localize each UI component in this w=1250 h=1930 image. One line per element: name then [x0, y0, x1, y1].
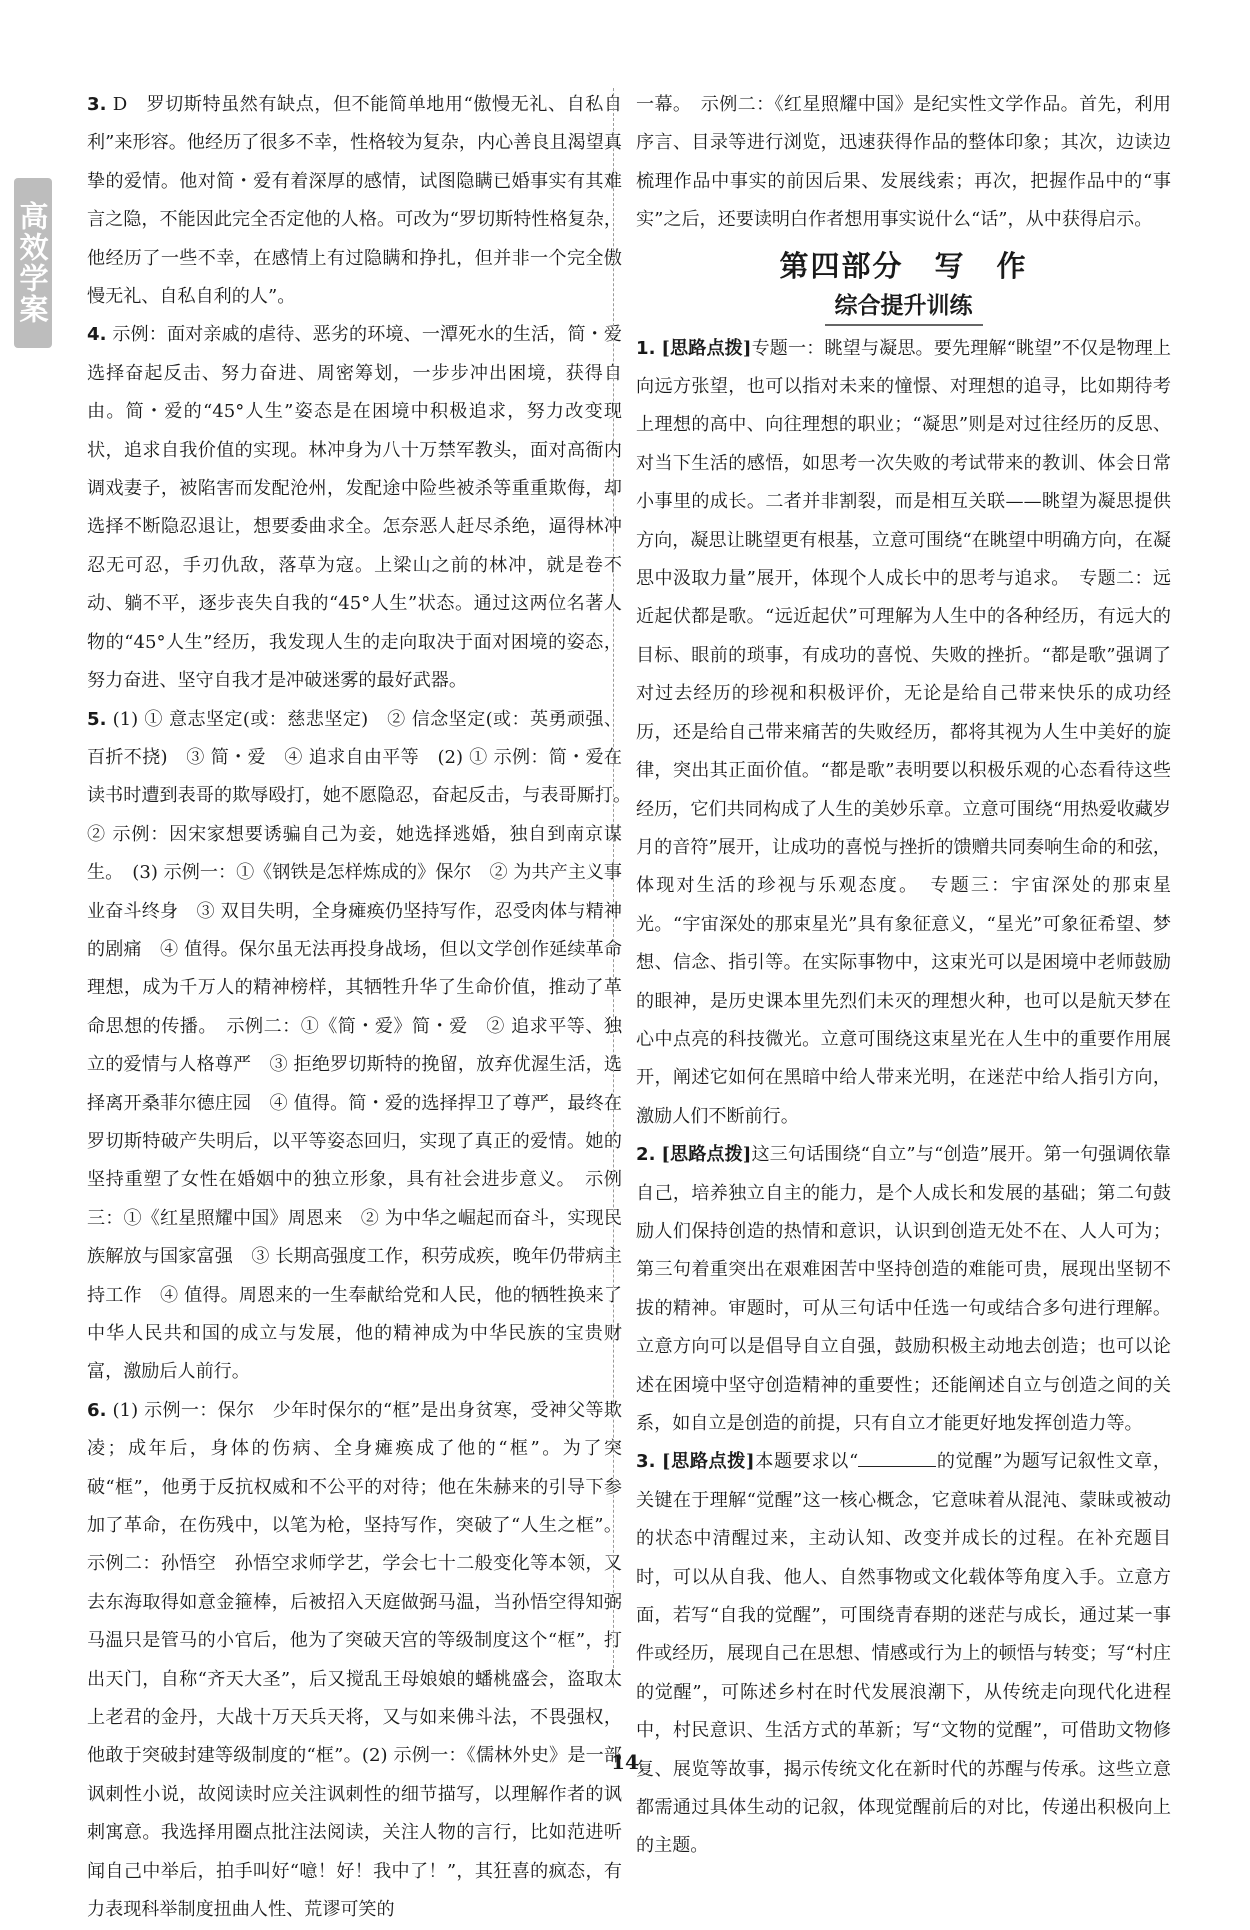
fill-blank	[858, 1448, 936, 1467]
answer-4	[87, 316, 622, 700]
answer-3	[87, 86, 622, 316]
answer-number: 3.	[636, 1451, 656, 1473]
answer-text: 示例：面对亲戚的虐待、恶劣的环境、一潭死水的生活，简・爱选择奋起反击、努力奋进、周密筹划，一步步冲出困境，获得自由。简・爱的“45°人生”姿态是在困境中积极追求，努力改变现状，追求自我价值的实现。林冲身为八十万禁军教头，面对高衙内调戏妻子，被陷害而发配沧州，发配途中险些被杀等重重欺侮，却选择不断隐忍退让，想要委曲求全。怎奈恶人赶尽杀绝，逼得林冲忍无可忍，手刃仇敌，落草为寇。上梁山之前的林冲，就是卷不动、躺不平，逐步丧失自我的“45°人生”状态。通过这两位名著人物的“45°人生”经历，我发现人生的走向取决于面对困境的姿态，努力奋进、坚守自我才是冲破迷雾的最好武器。	[87, 324, 622, 692]
answer-number: 5.	[87, 708, 107, 730]
section-title	[636, 288, 1171, 326]
answer-number: 4.	[87, 324, 107, 346]
hint-tag: [思路点拨]	[661, 1451, 755, 1473]
right-column	[636, 86, 1171, 1866]
part-title: 第四部分 写 作	[779, 248, 1028, 283]
answer-text-a: 本题要求以“	[754, 1451, 859, 1473]
column-divider	[613, 88, 614, 1688]
page-number: 14	[611, 1750, 639, 1774]
hint-tag: [思路点拨]	[661, 1144, 752, 1166]
writing-answer-3	[636, 1443, 1171, 1865]
answer-text-b: 的觉醒”为题写记叙性文章，关键在于理解“觉醒”这一核心概念，它意味着从混沌、蒙昧或被动的状态中清醒过来，主动认知、改变并成长的过程。在补充题目时，可以从自我、他人、自然事物或文化载体等角度入手。立意方面，若写“自我的觉醒”，可围绕青春期的迷茫与成长，通过某一事件或经历，展现自己在思想、情感或行为上的顿悟与转变；写“村庄的觉醒”，可陈述乡村在时代发展浪潮下，从传统走向现代化进程中，村民意识、生活方式的革新；写“文物的觉醒”，可借助文物修复、展览等故事，揭示传统文化在新时代的苏醒与传承。这些立意都需通过具体生动的记叙，体现觉醒前后的对比，传递出积极向上的主题。	[636, 1451, 1171, 1857]
answer-6	[87, 1392, 622, 1930]
answer-number: 6.	[87, 1399, 107, 1421]
writing-answer-2	[636, 1136, 1171, 1443]
answer-text: (1) ① 意志坚定(或：慈悲坚定) ② 信念坚定(或：英勇顽强、百折不挠) ③ 简・爱 ④ 追求自由平等 (2) ① 示例：简・爱在读书时遭到表哥的欺辱殴打，她不愿隐忍，奋起反击，与表哥厮打。 ② 示例：因宋家想要诱骗自己为妾，她选择逃婚，独自到南京谋生。 (3) 示例一：①《钢铁是怎样炼成的》保尔 ② 为共产主义事业奋斗终身 ③ 双目失明，全身瘫痪仍坚持写作，忍受肉体与精神的剧痛 ④ 值得。保尔虽无法再投身战场，但以文学创作延续革命理想，成为千万人的精神榜样，其牺牲升华了生命价值，推动了革命思想的传播。 示例二：①《简・爱》简・爱 ② 追求平等、独立的爱情与人格尊严 ③ 拒绝罗切斯特的挽留，放弃优渥生活，选择离开桑菲尔德庄园 ④ 值得。简・爱的选择捍卫了尊严，最终在罗切斯特破产失明后，以平等姿态回归，实现了真正的爱情。她的坚持重塑了女性在婚姻中的独立形象，具有社会进步意义。 示例三：①《红星照耀中国》周恩来 ② 为中华之崛起而奋斗，实现民族解放与国家富强 ③ 长期高强度工作，积劳成疾，晚年仍带病主持工作 ④ 值得。周恩来的一生奉献给党和人民，他的牺牲换来了中华人民共和国的成立与发展，他的精神成为中华民族的宝贵财富，激励后人前行。	[87, 708, 641, 1383]
answer-number: 3.	[87, 94, 107, 115]
answer-text: 专题一：眺望与凝思。要先理解“眺望”不仅是物理上向远方张望，也可以指对未来的憧憬、对理想的追寻，比如期待考上理想的高中、向往理想的职业；“凝思”则是对过往经历的反思、对当下生活的感悟，如思考一次失败的考试带来的教训、体会日常小事里的成长。二者并非割裂，而是相互关联——眺望为凝思提供方向，凝思让眺望更有根基，立意可围绕“在眺望中明确方向，在凝思中汲取力量”展开，体现个人成长中的思考与追求。 专题二：远近起伏都是歌。“远近起伏”可理解为人生中的各种经历，有远大的目标、眼前的琐事，有成功的喜悦、失败的挫折。“都是歌”强调了对过去经历的珍视和积极评价，无论是给自己带来快乐的成功经历，还是给自己带来痛苦的失败经历，都将其视为人生中美好的旋律，突出其正面价值。“都是歌”表明要以积极乐观的心态看待这些经历，它们共同构成了人生的美妙乐章。立意可围绕“用热爱收藏岁月的音符”展开，让成功的喜悦与挫折的馈赠共同奏响生命的和弦，体现对生活的珍视与乐观态度。 专题三：宇宙深处的那束星光。“宇宙深处的那束星光”具有象征意义，“星光”可象征希望、梦想、信念、指引等。在实际事物中，这束光可以是困境中老师鼓励的眼神，是历史课本里先烈们未灭的理想火种，也可以是航天梦在心中点亮的科技微光。立意可围绕这束星光在人生中的重要作用展开，阐述它如何在黑暗中给人带来光明，在迷茫中给人指引方向，激励人们不断前行。	[636, 337, 1171, 1127]
writing-answer-1	[636, 330, 1171, 1137]
hint-tag: [思路点拨]	[661, 337, 752, 359]
answer-5	[87, 701, 641, 1392]
answer-number: 1.	[636, 337, 656, 359]
answer-6-continued: 一幕。 示例二：《红星照耀中国》是纪实性文学作品。首先，利用序言、目录等进行浏览，迅速获得作品的整体印象；其次，边读边梳理作品中事实的前因后果、发展线索；再次，把握作品中的“事实”之后，还要读明白作者想用事实说什么“话”，从中获得启示。	[636, 94, 1171, 231]
section-title-text: 综合提升训练	[825, 288, 983, 326]
answer-text: (1) 示例一：保尔 少年时保尔的“框”是出身贫寒，受神父等欺凌；成年后，身体的伤病、全身瘫痪成了他的“框”。为了突破“框”，他勇于反抗权威和不公平的对待；他在朱赫来的引导下参加了革命，在伤残中，以笔为枪，坚持写作，突破了“人生之框”。示例二：孙悟空 孙悟空求师学艺，学会七十二般变化等本领，又去东海取得如意金箍棒，后被招入天庭做弼马温，当孙悟空得知弼马温只是管马的小官后，他为了突破天宫的等级制度这个“框”，打出天门，自称“齐天大圣”，后又搅乱王母娘娘的蟠桃盛会，盗取太上老君的金丹，大战十万天兵天将，又与如来佛斗法，不畏强权，他敢于突破封建等级制度的“框”。(2) 示例一：《儒林外史》是一部讽刺性小说，故阅读时应关注讽刺性的细节描写，以理解作者的讽刺寓意。我选择用圈点批注法阅读，关注人物的言行，比如范进听闻自己中举后，拍手叫好“噫！好！我中了！”，其狂喜的疯态，有力表现科举制度扭曲人性、荒谬可笑的	[87, 1399, 622, 1921]
answer-number: 2.	[636, 1144, 656, 1166]
answer-text: 这三句话围绕“自立”与“创造”展开。第一句强调依靠自己，培养独立自主的能力，是个人成长和发展的基础；第二句鼓励人们保持创造的热情和意识，认识到创造无处不在、人人可为；第三句着重突出在艰难困苦中坚持创造的难能可贵，展现出坚韧不拔的精神。审题时，可从三句话中任选一句或结合多句进行理解。立意方向可以是倡导自立自强，鼓励积极主动地去创造；也可以论述在困境中坚守创造精神的重要性；还能阐述自立与创造之间的关系，如自立是创造的前提，只有自立才能更好地发挥创造力等。	[636, 1144, 1171, 1434]
side-tab-label: 高效学案	[14, 178, 52, 348]
answer-text: D 罗切斯特虽然有缺点，但不能简单地用“傲慢无礼、自私自利”来形容。他经历了很多不幸，性格较为复杂，内心善良且渴望真挚的爱情。他对简・爱有着深厚的感情，试图隐瞒已婚事实有其难言之隐，不能因此完全否定他的人格。可改为“罗切斯特性格复杂，他经历了一些不幸，在感情上有过隐瞒和挣扎，但并非一个完全傲慢无礼、自私自利的人”。	[87, 94, 622, 308]
